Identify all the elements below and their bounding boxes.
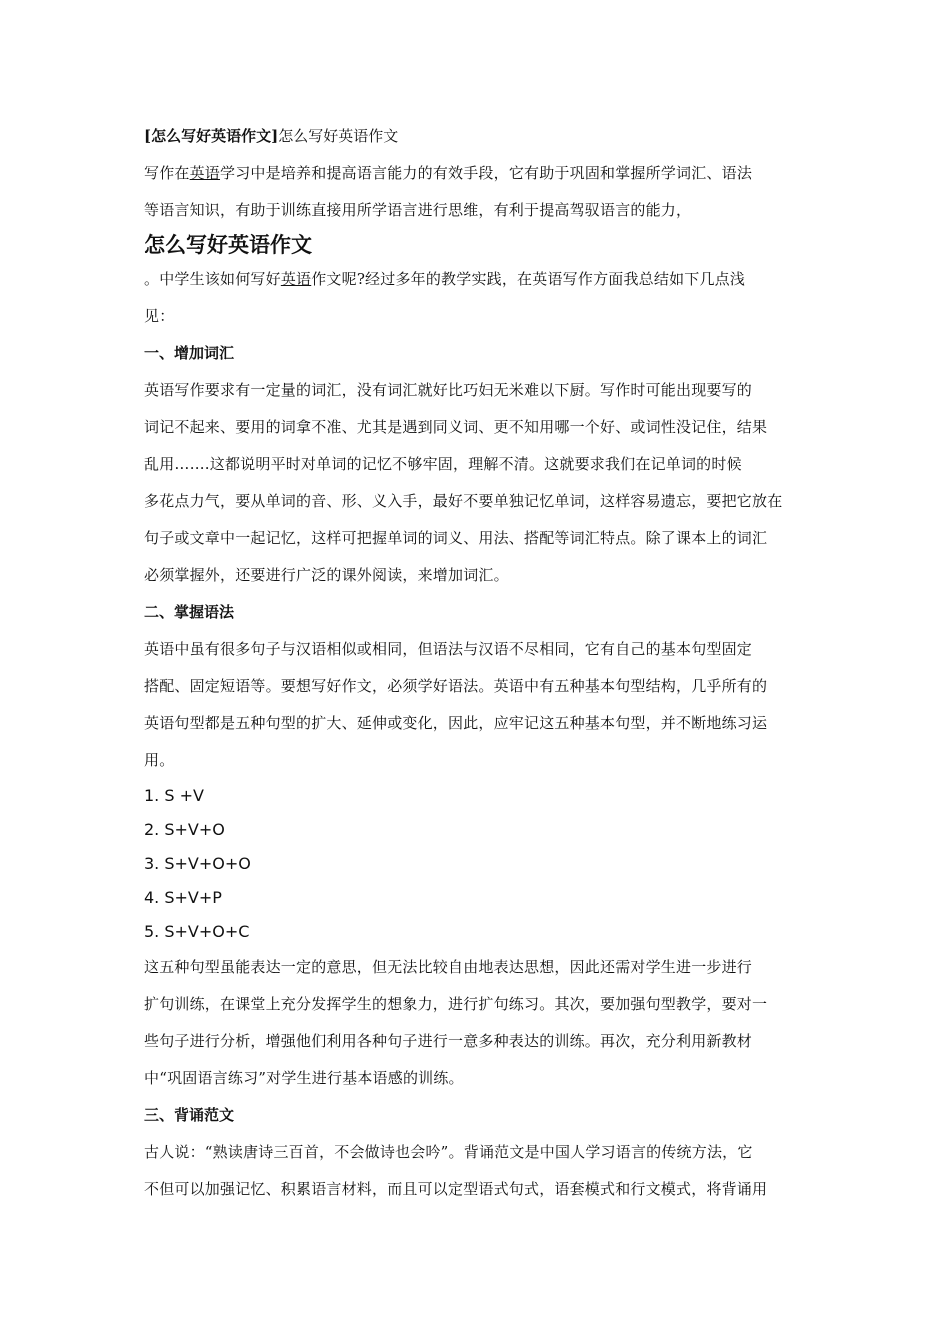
intro-line-2: 等语言知识，有助于训练直接用所学语言进行思维，有利于提高驾驭语言的能力，	[144, 201, 692, 219]
section-3-paragraph	[144, 1134, 808, 1208]
section-3-line: 不但可以加强记忆、积累语言材料，而且可以定型语式句式，语套模式和行文模式，将背诵用	[144, 1180, 768, 1198]
intro-paragraph	[144, 155, 808, 229]
section-1-line: 英语写作要求有一定量的词汇，没有词汇就好比巧妇无米难以下厨。写作时可能出现要写的	[144, 381, 753, 399]
title-bracket-part: [怎么写好英语作文]	[144, 127, 279, 145]
sentence-pattern: 4. S+V+P	[144, 888, 222, 907]
section-2-paragraph	[144, 631, 808, 779]
section-2-followup-line: 这五种句型虽能表达一定的意思，但无法比较自由地表达思想，因此还需对学生进一步进行	[144, 958, 753, 976]
section-2-line: 用。	[144, 751, 175, 769]
section-3-line: 古人说：“熟读唐诗三百首，不会做诗也会吟”。背诵范文是中国人学习语言的传统方法，它	[144, 1143, 753, 1161]
sentence-pattern: 2. S+V+O	[144, 820, 225, 839]
section-1-line: 句子或文章中一起记忆，这样可把握单词的词义、用法、搭配等词汇特点。除了课本上的词汇	[144, 529, 768, 547]
section-2-followup-line: 扩句训练，在课堂上充分发挥学生的想象力，进行扩句练习。其次，要加强句型教学，要对一	[144, 995, 768, 1013]
intro-line-1-post: 学习中是培养和提高语言能力的有效手段，它有助于巩固和掌握所学词汇、语法	[220, 164, 753, 182]
title-plain-part: 怎么写好英语作文	[278, 127, 399, 145]
section-1-line: 词记不起来、要用的词拿不准、尤其是遇到同义词、更不知用哪一个好、或词性没记住，结果	[144, 418, 768, 436]
lead-line-1	[144, 261, 808, 298]
sentence-pattern: 1. S +V	[144, 786, 204, 805]
section-2-followup-line: 些句子进行分析，增强他们利用各种句子进行一意多种表达的训练。再次，充分利用新教材	[144, 1032, 753, 1050]
intro-line-1-pre: 写作在	[144, 164, 190, 182]
section-2-followup-paragraph	[144, 949, 808, 1097]
lead-paragraph	[144, 261, 808, 335]
section-2-line: 搭配、固定短语等。要想写好作文，必须学好语法。英语中有五种基本句型结构，几乎所有的	[144, 677, 768, 695]
lead-line-1-post: 作文呢?经过多年的教学实践，在英语写作方面我总结如下几点浅	[311, 270, 746, 288]
document-body	[144, 118, 808, 1208]
section-2-line: 英语中虽有很多句子与汉语相似或相同，但语法与汉语不尽相同，它有自己的基本句型固定	[144, 640, 753, 658]
main-heading: 怎么写好英语作文	[144, 233, 312, 257]
section-1-line: 乱用…….这都说明平时对单词的记忆不够牢固，理解不清。这就要求我们在记单词的时候	[144, 455, 742, 473]
english-link[interactable]: 英语	[189, 164, 221, 182]
section-3-heading: 三、背诵范文	[144, 1106, 235, 1124]
section-2-heading: 二、掌握语法	[144, 603, 235, 621]
section-2-line: 英语句型都是五种句型的扩大、延伸或变化，因此，应牢记这五种基本句型，并不断地练习运	[144, 714, 768, 732]
intro-line-1	[144, 155, 808, 192]
document-title-line	[144, 118, 808, 155]
section-1-heading: 一、增加词汇	[144, 344, 235, 362]
sentence-pattern-list	[144, 779, 808, 949]
sentence-pattern: 5. S+V+O+C	[144, 922, 250, 941]
lead-line-1-pre: 。中学生该如何写好	[144, 270, 281, 288]
section-2-followup-line: 中“巩固语言练习”对学生进行基本语感的训练。	[144, 1069, 464, 1087]
english-link-2[interactable]: 英语	[280, 270, 312, 288]
section-1-line: 多花点力气，要从单词的音、形、义入手，最好不要单独记忆单词，这样容易遗忘，要把它放在	[144, 492, 783, 510]
section-1-line: 必须掌握外，还要进行广泛的课外阅读，来增加词汇。	[144, 566, 509, 584]
lead-line-2: 见：	[144, 307, 175, 325]
section-1-paragraph	[144, 372, 808, 594]
sentence-pattern: 3. S+V+O+O	[144, 854, 251, 873]
